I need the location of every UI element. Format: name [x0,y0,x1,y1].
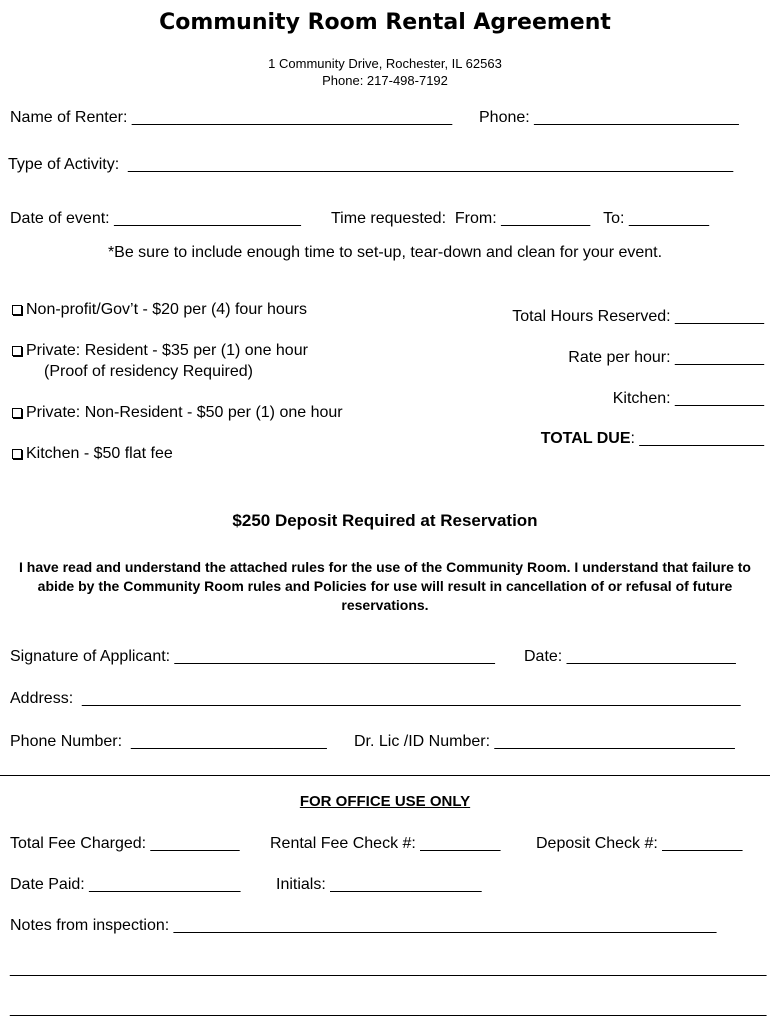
signature-field[interactable]: Signature of Applicant: ____________________________________ [10,648,495,665]
setup-note: *Be sure to include enough time to set-up, tear-down and clean for your event. [107,244,663,261]
deposit-heading: $250 Deposit Required at Reservation [232,511,538,530]
initials-field[interactable]: Initials: _________________ [276,876,482,893]
total-due-field[interactable] [541,430,764,448]
rate-per-hour-field[interactable]: Rate per hour: __________ [568,349,764,366]
rate-option-label: Non-profit/Gov’t - $20 per (4) four hours [26,301,308,318]
rate-option-kitchen[interactable] [12,445,173,463]
signature-date-field[interactable]: Date: ___________________ [524,648,736,665]
checkbox-icon[interactable] [12,305,22,315]
kitchen-fee-field[interactable]: Kitchen: __________ [612,390,764,407]
checkbox-icon[interactable] [12,449,22,459]
total-due-label: TOTAL DUE [540,430,631,447]
activity-type-field[interactable]: Type of Activity: ____________________________________________________________________ [8,156,734,173]
rate-option-nonresident[interactable] [12,404,343,422]
date-paid-field[interactable]: Date Paid: _________________ [10,876,241,893]
rate-option-label: Private: Resident - $35 per (1) one hour [26,342,308,359]
deposit-check-field[interactable]: Deposit Check #: _________ [536,835,743,852]
address-line: 1 Community Drive, Rochester, IL 62563 [268,56,502,71]
total-fee-field[interactable]: Total Fee Charged: __________ [10,835,240,852]
checkbox-icon[interactable] [12,408,22,418]
phone-line: Phone: 217-498-7192 [322,73,448,88]
rate-option-label: Private: Non-Resident - $50 per (1) one hour [26,404,343,421]
residency-note: (Proof of residency Required) [44,363,253,380]
section-divider [0,775,770,776]
event-date-field[interactable]: Date of event: _____________________ [10,210,301,227]
agreement-statement: I have read and understand the attached rules for the use of the Community Room. I understand that failure to abide by the Community Room rules and Policies for use will result in cancellation of or refusal of future reservations. [19,559,751,613]
notes-line[interactable]: _____________________________________________________________________________________ [10,1000,767,1017]
page-title: Community Room Rental Agreement [159,10,611,35]
renter-phone-field[interactable]: Phone: _______________________ [479,109,739,126]
rate-option-resident[interactable] [12,342,308,360]
address-field[interactable]: Address: __________________________________________________________________________ [10,690,741,707]
notes-line[interactable]: _____________________________________________________________________________________ [10,960,767,977]
phone-number-field[interactable]: Phone Number: ______________________ [10,733,327,750]
renter-name-field[interactable]: Name of Renter: ____________________________________ [10,109,453,126]
rental-check-field[interactable]: Rental Fee Check #: _________ [270,835,501,852]
checkbox-icon[interactable] [12,346,22,356]
inspection-notes-field[interactable]: Notes from inspection: _____________________________________________________________ [10,917,717,934]
rate-option-nonprofit[interactable] [12,301,307,319]
total-due-line: : ______________ [630,430,764,447]
office-use-heading: FOR OFFICE USE ONLY [299,793,471,810]
rate-option-label: Kitchen - $50 flat fee [26,445,173,462]
total-hours-field[interactable]: Total Hours Reserved: __________ [512,308,764,325]
license-id-field[interactable]: Dr. Lic /ID Number: ___________________________ [354,733,735,750]
time-requested-field[interactable]: Time requested: From: __________ To: _________ [331,210,710,227]
